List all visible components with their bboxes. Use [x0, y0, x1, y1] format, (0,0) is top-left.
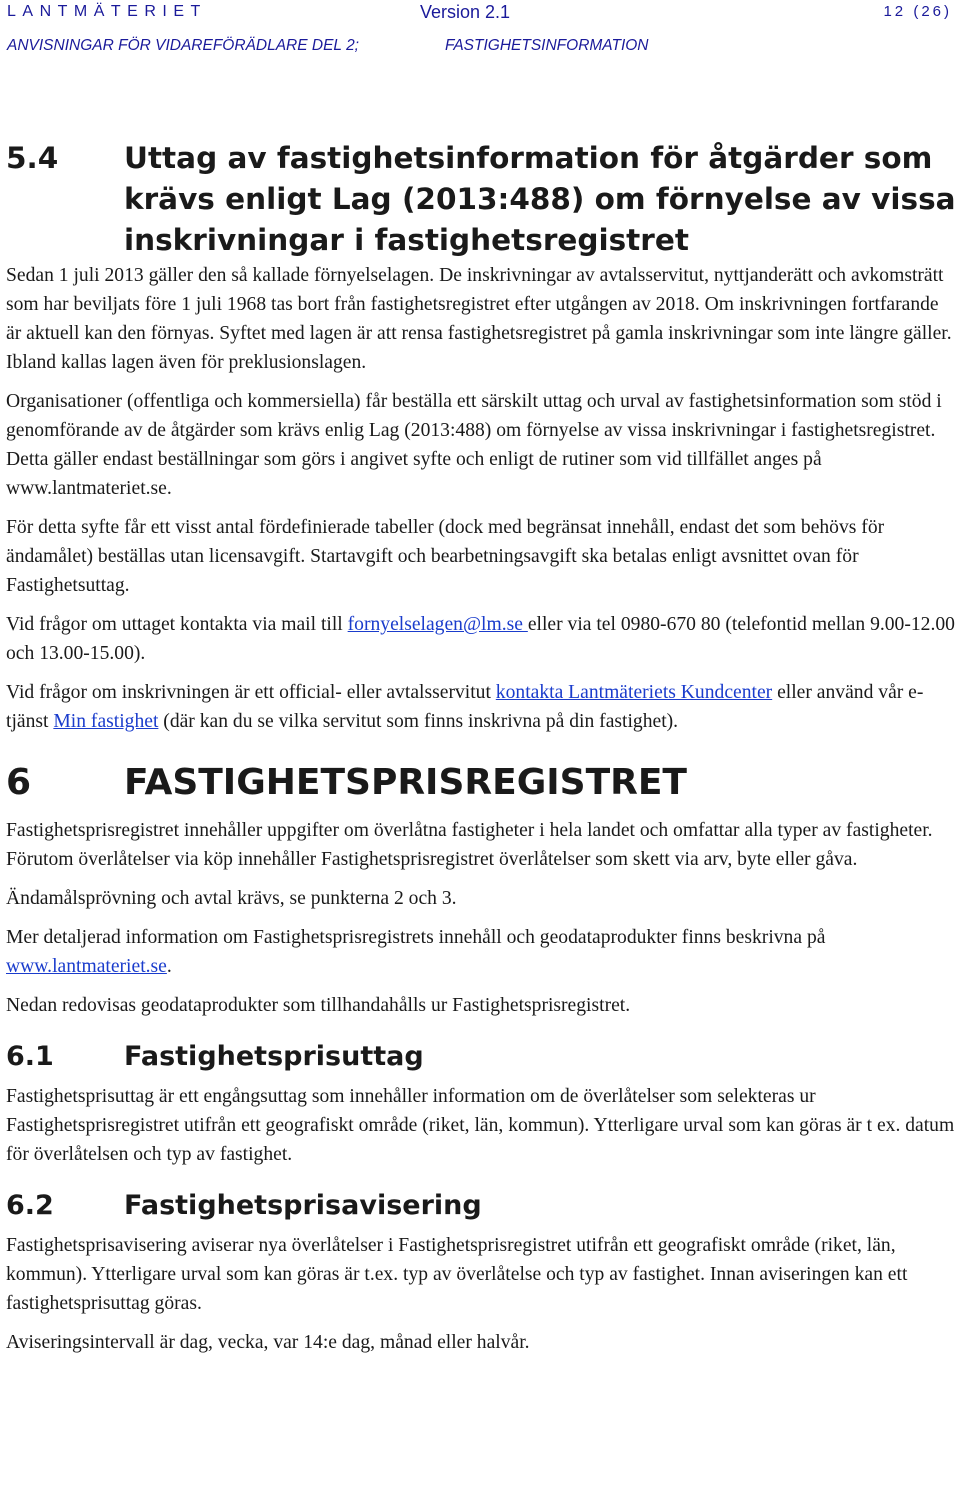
paragraph: Sedan 1 juli 2013 gäller den så kallade förnyelselagen. De inskrivningar av avtalsservitut, nyttjanderätt och avkomsträtt som har beviljats före 1 juli 1968 tas bort från fastighetsregistret efter utgången av 2018. Om inskrivningen fortfarande är aktuell kan den förnyas. Syftet med lagen är att rensa fastighetsregistret på gamla inskrivningar som inte längre gäller. Ibland kallas lagen även för preklusionslagen. — [6, 265, 952, 373]
paragraph: Organisationer (offentliga och kommersiella) får beställa ett särskilt uttag och urval av fastighetsinformation som stöd i genomförande av de åtgärder som krävs enlig Lag (2013:488) om förnyelse av vissa inskrivningar i fastighetsregistret. Detta gäller endast beställningar som görs i angivet syfte och enligt de rutiner som vid tillfället anges på www.lantmateriet.se. — [6, 391, 942, 499]
section-number: 5.4 — [6, 141, 59, 175]
paragraph: Fastighetsprisavisering aviserar nya överlåtelser i Fastighetsprisregistret utifrån ett geografiskt område (riket, län, kommun). Ytterligare urval som kan göras är t.ex. typ av överlåtelse och typ av fastighet. Innan aviseringen kan ett fastighetsprisuttag göras. — [6, 1235, 908, 1314]
section-6-2-heading — [6, 1187, 956, 1225]
header-subtitle-left: ANVISNINGAR FÖR VIDAREFÖRÄDLARE DEL 2; — [7, 37, 359, 54]
text-run: Vid frågor om uttaget kontakta via mail till — [6, 614, 348, 635]
kundcenter-link[interactable]: kontakta Lantmäteriets Kundcenter — [495, 682, 773, 703]
section-title: Fastighetsprisavisering — [124, 1190, 482, 1221]
section-title: Fastighetsprisuttag — [124, 1041, 424, 1072]
text-run: eller använd vår e-tjänst — [6, 682, 924, 732]
paragraph: För detta syfte får ett visst antal fördefinierade tabeller (dock med begränsat innehåll, endast det som behövs för ändamålet) beställas utan licensavgift. Startavgift och bearbetningsavgift ska betalas enligt avsnittet ovan för Fastighetsuttag. — [6, 517, 885, 596]
email-link[interactable]: fornyelselagen@lm.se — [347, 614, 528, 635]
section-number: 6.2 — [6, 1190, 54, 1221]
header-subtitle-right: FASTIGHETSINFORMATION — [445, 37, 649, 54]
paragraph: Ändamålsprövning och avtal krävs, se punkterna 2 och 3. — [6, 888, 457, 909]
header-version: Version 2.1 — [420, 2, 511, 22]
paragraph: Fastighetsprisuttag är ett engångsuttag som innehåller information om de överlåtelser som selekteras ur Fastighetsprisregistret utifrån ett geografiskt område (riket, län, kommun). Ytterligare urval som kan göras är t ex. datum för överlåtelsen och typ av fastighet. — [6, 1086, 955, 1165]
paragraph — [6, 610, 956, 668]
section-number: 6 — [6, 762, 32, 803]
document-body — [6, 138, 956, 1367]
section-number: 6.1 — [6, 1041, 54, 1072]
section-6-1-heading — [6, 1038, 956, 1076]
lantmateriet-link[interactable]: www.lantmateriet.se — [6, 956, 167, 977]
section-title: Uttag av fastighetsinformation för åtgärder som krävs enligt Lag (2013:488) om förnyelse av vissa inskrivningar i fastighetsregistret — [124, 141, 956, 257]
text-run: eller via tel 0980-670 80 (telefontid mellan 9.00-12.00 och 13.00-15.00). — [6, 614, 955, 664]
paragraph — [6, 678, 956, 736]
text-run: Vid frågor om inskrivningen är ett official- eller avtalsservitut — [6, 682, 496, 703]
section-6-heading — [6, 758, 956, 808]
section-title: FASTIGHETSPRISREGISTRET — [124, 762, 687, 803]
paragraph — [6, 923, 956, 981]
header-page-number: 12 (26) — [883, 3, 952, 20]
text-run: (där kan du se vilka servitut som finns inskrivna på din fastighet). — [158, 711, 679, 732]
paragraph: Nedan redovisas geodataprodukter som tillhandahålls ur Fastighetsprisregistret. — [6, 995, 631, 1016]
min-fastighet-link[interactable]: Min fastighet — [53, 711, 159, 732]
text-run: . — [166, 956, 172, 977]
paragraph: Aviseringsintervall är dag, vecka, var 14:e dag, månad eller halvår. — [6, 1332, 530, 1353]
header-org: LANTMÄTERIET — [7, 3, 207, 20]
section-5-4-heading — [6, 138, 956, 261]
text-run: Mer detaljerad information om Fastighetsprisregistrets innehåll och geodataprodukter finns beskrivna på — [6, 927, 826, 948]
paragraph: Fastighetsprisregistret innehåller uppgifter om överlåtna fastigheter i hela landet och omfattar alla typer av fastigheter. Förutom överlåtelser via köp innehåller Fastighetsprisregistret överlåtelser som skett via arv, byte eller gåva. — [6, 820, 933, 870]
